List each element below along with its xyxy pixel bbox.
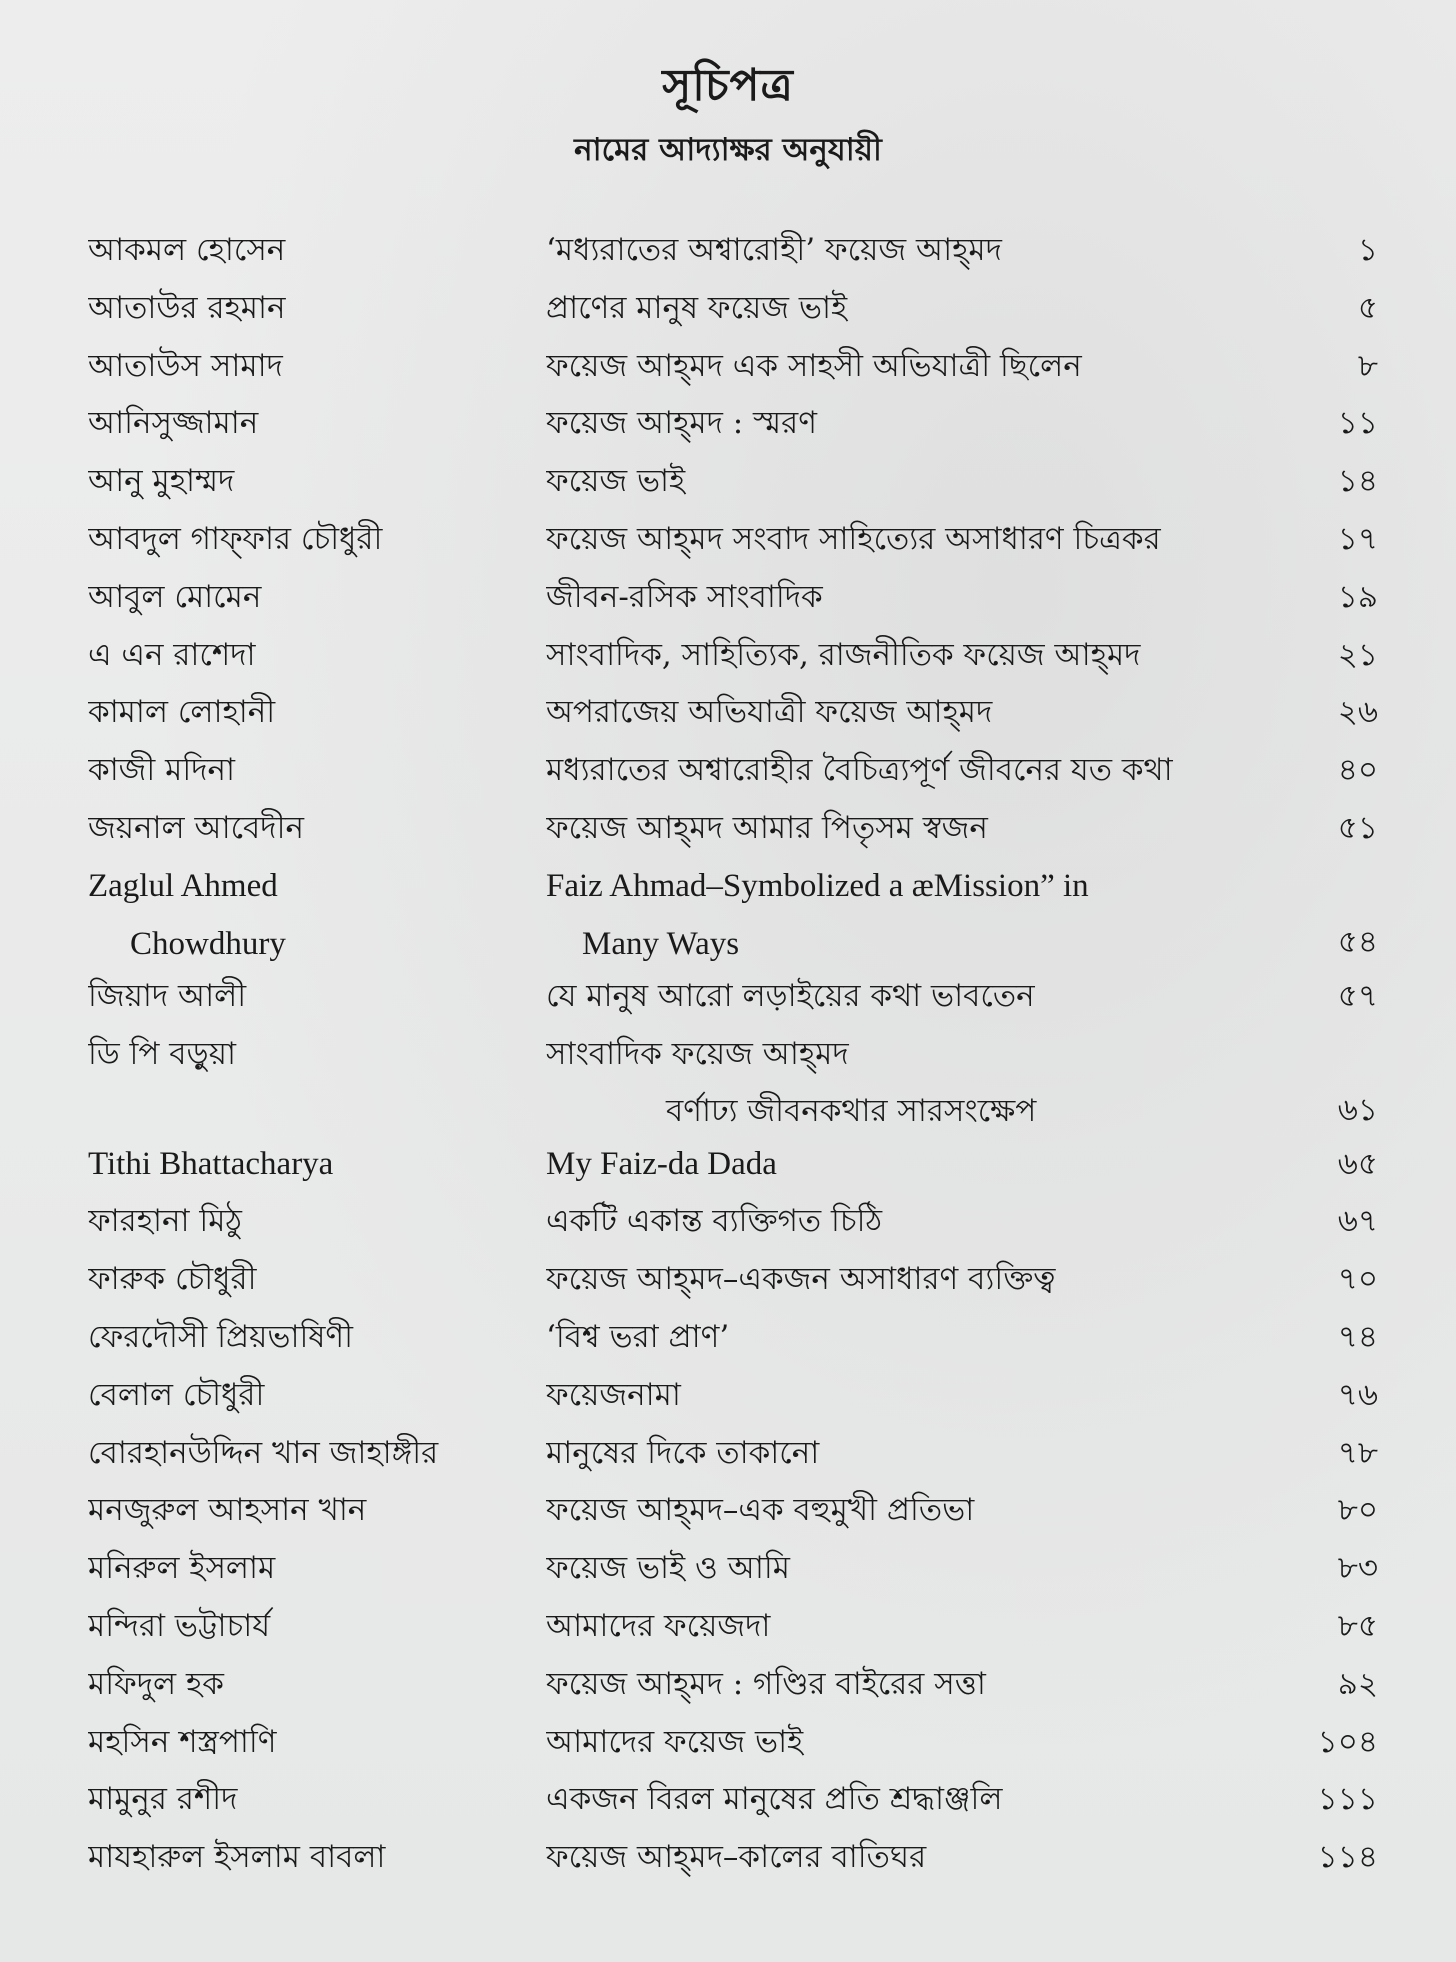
article-title: ফয়েজ আহ্‌মদ : স্মরণ [546,405,817,442]
toc-entry [88,1540,1378,1598]
toc-entry [88,627,1378,685]
page-number: ১ [1357,232,1378,268]
page-number: ৬৫ [1337,1145,1378,1182]
author-name: মফিদুল হক [88,1665,224,1702]
article-title: ফয়েজ আহ্‌মদ–এক বহুমুখী প্রতিভা [546,1492,975,1529]
author-name: কাজী মদিনা [88,752,235,789]
author-name: Tithi Bhattacharya [88,1145,334,1182]
page-number: ৭৪ [1337,1318,1378,1355]
toc-entry [88,968,1378,1026]
author-name: আতাউস সামাদ [88,347,283,384]
author-name: আবুল মোমেন [88,578,262,615]
toc-entry [88,684,1378,742]
page-title: সূচিপত্র [662,60,794,111]
article-title: ফয়েজ আহ্‌মদ : গণ্ডির বাইরের সত্তা [546,1665,986,1702]
author-name: বেলাল চৌধুরী [88,1376,265,1413]
author-name: আকমল হোসেন [88,232,286,268]
author-name: মনজুরুল আহসান খান [88,1492,367,1529]
article-title: ফয়েজ আহ্‌মদ সংবাদ সাহিত্যের অসাধারণ চিত্রকর [546,520,1161,557]
page-number: ৬১ [1337,1091,1378,1128]
article-title: ফয়েজ ভাই [546,463,686,500]
article-title-line-1: Faiz Ahmad–Symbolized a æMission” in [546,867,1089,904]
toc-entry [88,1026,1378,1136]
toc-entry [88,1829,1378,1887]
page-number: ৫১ [1337,809,1378,846]
author-name: এ এন রাশেদা [88,636,256,673]
author-name: আনু মুহাম্মদ [88,463,235,500]
article-title: একজন বিরল মানুষের প্রতি শ্রদ্ধাঞ্জলি [546,1781,1003,1818]
page-number: ৬৭ [1337,1203,1378,1240]
article-title: একটি একান্ত ব্যক্তিগত চিঠি [546,1203,883,1240]
article-title: প্রাণের মানুষ ফয়েজ ভাই [546,289,848,326]
article-title: যে মানুষ আরো লড়াইয়ের কথা ভাবতেন [546,977,1035,1014]
article-title: জীবন-রসিক সাংবাদিক [546,578,823,615]
article-title [546,858,1306,974]
article-title: আমাদের ফয়েজ ভাই [546,1723,804,1760]
author-name-line-2: Chowdhury [130,925,286,962]
page-subtitle: নামের আদ্যাক্ষর অনুযায়ী [574,132,882,168]
page-number: ৮৫ [1337,1607,1378,1644]
author-name: মনিরুল ইসলাম [88,1550,276,1587]
article-title: সাংবাদিক, সাহিত্যিক, রাজনীতিক ফয়েজ আহ্‌মদ [546,636,1141,673]
toc-entry [88,1771,1378,1829]
toc-entry [88,1193,1378,1251]
author-name: মন্দিরা ভট্টাচার্য [88,1607,271,1644]
author-name [88,858,528,974]
toc-entry [88,1656,1378,1714]
author-name: জিয়াদ আলী [88,977,247,1014]
author-name: ফারহানা মিঠু [88,1203,242,1240]
article-title: ফয়েজ আহ্‌মদ–একজন অসাধারণ ব্যক্তিত্ব [546,1261,1056,1298]
table-of-contents [88,222,1378,1887]
toc-entry [88,1136,1378,1194]
article-title: ফয়েজ আহ্‌মদ আমার পিতৃসম স্বজন [546,809,988,846]
toc-entry [88,395,1378,453]
toc-entry [88,1482,1378,1540]
page-number: ৭০ [1337,1261,1378,1298]
toc-entry [88,800,1378,858]
toc-entry [88,1251,1378,1309]
author-name: কামাল লোহানী [88,694,276,731]
page-number: ২৬ [1337,694,1378,731]
article-title: মধ্যরাতের অশ্বারোহীর বৈচিত্র্যপূর্ণ জীবনের যত কথা [546,752,1173,789]
toc-entry [88,1367,1378,1425]
toc-entry [88,453,1378,511]
article-title: মানুষের দিকে তাকানো [546,1434,820,1471]
article-title-line-1: সাংবাদিক ফয়েজ আহ্‌মদ [546,1035,849,1072]
author-name: ফারুক চৌধুরী [88,1261,257,1298]
page-number: ৭৬ [1337,1376,1378,1413]
author-name: মহসিন শস্ত্রপাণি [88,1723,277,1760]
article-title: ‘মধ্যরাতের অশ্বারোহী’ ফয়েজ আহ্‌মদ [546,232,1002,268]
page-number: ৮ [1357,347,1378,384]
toc-entry [88,1598,1378,1656]
article-title [546,1026,1306,1142]
author-name: মামুনুর রশীদ [88,1781,238,1818]
author-name: মাযহারুল ইসলাম বাবলা [88,1839,386,1876]
toc-entry [88,1714,1378,1772]
article-title: অপরাজেয় অভিযাত্রী ফয়েজ আহ্‌মদ [546,694,993,731]
page-number: ৯২ [1337,1665,1378,1702]
toc-entry [88,1309,1378,1367]
page-number: ১৪ [1337,463,1378,500]
page-number: ১১১ [1317,1781,1378,1818]
author-name: আবদুল গাফ্‌ফার চৌধুরী [88,520,383,557]
author-name: ডি পি বড়ুয়া [88,1035,236,1072]
author-name: আনিসুজ্জামান [88,405,259,442]
article-title: ফয়েজ আহ্‌মদ এক সাহসী অভিযাত্রী ছিলেন [546,347,1082,384]
article-title-line-2: Many Ways [582,925,740,962]
article-title: আমাদের ফয়েজদা [546,1607,771,1644]
toc-entry [88,742,1378,800]
toc-entry [88,511,1378,569]
page-number: ১৭ [1337,520,1378,557]
author-name: ফেরদৌসী প্রিয়ভাষিণী [88,1318,354,1355]
article-title: ফয়েজ আহ্‌মদ–কালের বাতিঘর [546,1839,927,1876]
page-number: ১১৪ [1317,1839,1378,1876]
page-number: ৮০ [1337,1492,1378,1529]
toc-entry [88,280,1378,338]
toc-entry [88,1425,1378,1483]
author-name-line-1: Zaglul Ahmed [88,867,278,904]
toc-entry [88,222,1378,280]
article-title: ফয়েজ ভাই ও আমি [546,1550,790,1587]
toc-entry [88,858,1378,968]
page-number: ১০৪ [1317,1723,1378,1760]
toc-entry [88,338,1378,396]
page-number: ১১ [1337,405,1378,442]
toc-entry [88,569,1378,627]
author-name: জয়নাল আবেদীন [88,809,304,846]
page-number: ৫৭ [1337,977,1378,1014]
article-title: ফয়েজনামা [546,1376,681,1413]
article-title: My Faiz-da Dada [546,1145,777,1182]
page-number: ৫৪ [1337,923,1378,960]
author-name: আতাউর রহমান [88,289,286,326]
author-name: বোরহানউদ্দিন খান জাহাঙ্গীর [88,1434,439,1471]
page-number: ৫ [1357,289,1378,326]
page-number: ৭৮ [1337,1434,1378,1471]
article-title: ‘বিশ্ব ভরা প্রাণ’ [546,1318,730,1355]
page-number: ৪০ [1337,752,1378,789]
page-number: ২১ [1337,636,1378,673]
page-number: ৮৩ [1337,1550,1378,1587]
page-number: ১৯ [1337,578,1378,615]
article-title-line-2: বর্ণাঢ্য জীবনকথার সারসংক্ষেপ [666,1093,1037,1130]
